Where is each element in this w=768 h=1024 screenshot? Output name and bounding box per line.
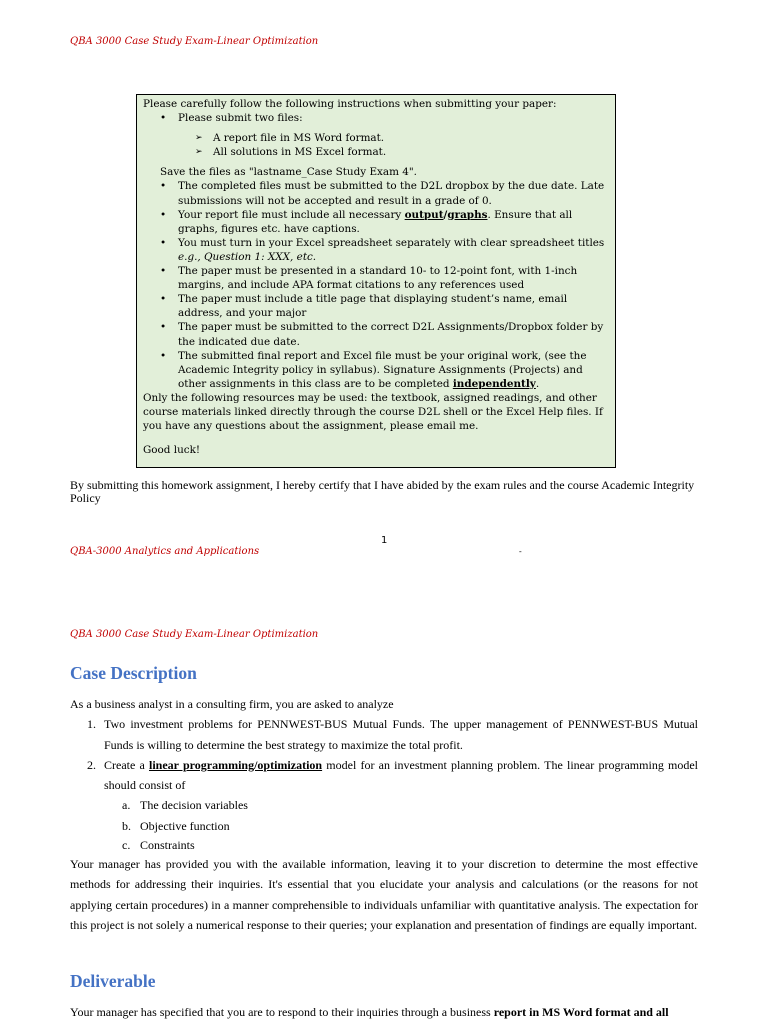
- page-footer: QBA-3000 Analytics and Applications: [70, 546, 260, 557]
- file-item-word: ➢ A report file in MS Word format.: [143, 131, 609, 145]
- instruction-title-page: • The paper must include a title page that displaying student’s name, email address, and your major: [143, 292, 609, 320]
- list-item: 2. Create a linear programming/optimization model for an investment planning problem. The linear programming model should consist of: [87, 757, 698, 793]
- list-item: 1. Two investment problems for PENNWEST-BUS Mutual Funds. The upper management of PENNWEST-BUS Mutual Funds is willing to determine the best strategy to maximize the total profit.: [87, 717, 698, 752]
- sub-item: b. Objective function: [122, 818, 230, 833]
- deliverable-paragraph: Your manager has specified that you are to respond to their inquiries through a business report in MS Word format and all: [70, 1005, 669, 1019]
- certification-text: By submitting this homework assignment, I hereby certify that I have abided by the exam rules and the course Academic Integrity Policy: [70, 478, 695, 505]
- file-list: [143, 131, 609, 159]
- footer-dash: -: [519, 547, 522, 556]
- instruction-submit-files: • Please submit two files:: [143, 111, 609, 125]
- instruction-excel: • You must turn in your Excel spreadsheet separately with clear spreadsheet titles e.g., Question 1: XXX, etc.: [143, 236, 609, 264]
- deliverable-heading: Deliverable: [70, 971, 156, 991]
- page-header: QBA 3000 Case Study Exam-Linear Optimization: [70, 36, 319, 47]
- case-intro: As a business analyst in a consulting firm, you are asked to analyze: [70, 697, 394, 711]
- instructions-list-2: [143, 179, 609, 390]
- case-body: [70, 694, 698, 935]
- instructions-box: [136, 94, 616, 468]
- instructions-intro: Please carefully follow the following instructions when submitting your paper:: [143, 98, 557, 110]
- lp-term: linear programming/optimization: [149, 757, 323, 772]
- good-luck: Good luck!: [143, 444, 201, 457]
- instructions-list: [143, 111, 609, 125]
- save-instruction: Save the files as "lastname_Case Study Exam 4".: [160, 166, 417, 179]
- page-header-2: QBA 3000 Case Study Exam-Linear Optimization: [70, 629, 319, 640]
- case-description-heading: Case Description: [70, 663, 197, 683]
- graphs-term: graphs: [447, 208, 488, 221]
- output-term: output: [404, 208, 444, 221]
- manager-paragraph: Your manager has provided you with the available information, leaving it to your discretion to determine the most effective methods for addressing their inquiries. It's essential that you elucidate your analysis and calculations (or the reasons for not applying certain procedures) in a manner comprehensible to individuals unfamiliar with quantitative analysis. The expectation for this project is not solely a numerical response to their queries; your explanation and presentation of findings are equally important.: [70, 857, 698, 932]
- file-item-excel: ➢ All solutions in MS Excel format.: [143, 145, 609, 159]
- independently-term: independently: [452, 377, 536, 390]
- instruction-original-work: • The submitted final report and Excel file must be your original work, (see the Academic Integrity policy in syllabus). Signature Assignments (Projects) and other assignments in this class are to be completed independently.: [143, 349, 609, 391]
- sub-item: c. Constraints: [122, 838, 195, 853]
- instruction-font: • The paper must be presented in a standard 10- to 12-point font, with 1-inch margins, and include APA format citations to any references used: [143, 264, 609, 292]
- instruction-report: • Your report file must include all necessary output/graphs. Ensure that all graphs, figures etc. have captions.: [143, 208, 609, 236]
- sub-item: a. The decision variables: [122, 798, 248, 813]
- instruction-dropbox: • The completed files must be submitted to the D2L dropbox by the due date. Late submissions will not be accepted and result in a grade of 0.: [143, 179, 609, 207]
- resources-note: Only the following resources may be used: the textbook, assigned readings, and other course materials linked directly through the course D2L shell or the Excel Help files. If you have any questions about the assignment, please email me.: [143, 391, 603, 433]
- page-number: 1: [381, 535, 388, 546]
- instruction-folder: • The paper must be submitted to the correct D2L Assignments/Dropbox folder by the indicated due date.: [143, 320, 609, 348]
